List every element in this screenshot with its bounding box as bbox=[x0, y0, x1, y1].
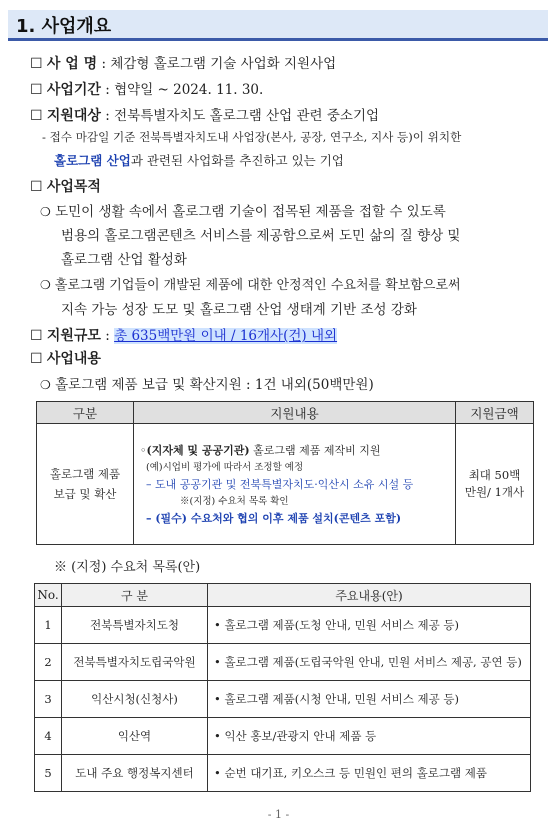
row-no: 5 bbox=[35, 755, 62, 792]
row-desc: • 익산 홍보/관광지 안내 제품 등 bbox=[208, 718, 531, 755]
row-name: 도내 주요 행정복지센터 bbox=[62, 755, 208, 792]
t1-header-content: 지원내용 bbox=[134, 402, 456, 424]
item-period: ☐ 사업기간 : 협약일 ~ 2024. 11. 30. bbox=[30, 82, 264, 98]
purpose-1-cont2: 홀로그램 산업 활성화 bbox=[61, 252, 187, 268]
section-header bbox=[8, 10, 548, 41]
t2-header-name: 구 분 bbox=[62, 584, 208, 607]
target-note-1: - 접수 마감일 기준 전북특별자치도내 사업장(본사, 공장, 연구소, 지사 등)이 위치한 bbox=[42, 130, 462, 144]
row-name: 전북특별자치도립국악원 bbox=[62, 644, 208, 681]
purpose-2: ❍ 홀로그램 기업들이 개발된 제품에 대한 안정적인 수요처를 확보함으로써 bbox=[40, 278, 461, 293]
t1-content: ◦(지자체 및 공공기관) 홀로그램 제품 제작비 지원 (예)시업비 평가에 따라서 조정할 예정 – 도내 공공기관 및 전북특별자치도·익산시 소유 시설 등 ※(지정) 수요처 목록 확인 – (필수) 수요처와 협의 이후 제품 설치(콘텐츠 포함) bbox=[134, 424, 456, 545]
table-row bbox=[35, 644, 531, 681]
row-name: 익산시청(신청사) bbox=[62, 681, 208, 718]
item-purpose: ☐ 사업목적 bbox=[30, 179, 101, 195]
item-target: ☐ 지원대상 : 전북특별자치도 홀로그램 산업 관련 중소기업 bbox=[30, 108, 380, 124]
t2-header-desc: 주요내용(안) bbox=[208, 584, 531, 607]
list-title: ※ (지정) 수요처 목록(안) bbox=[54, 560, 201, 575]
purpose-1: ❍ 도민이 생활 속에서 홀로그램 기술이 접목된 제품을 접할 수 있도록 bbox=[40, 204, 446, 220]
purpose-2-cont: 지속 가능 성장 도모 및 홀로그램 산업 생태계 기반 조성 강화 bbox=[61, 302, 417, 318]
item-content: ☐ 사업내용 bbox=[30, 351, 101, 367]
row-no: 2 bbox=[35, 644, 62, 681]
t2-header-no: No. bbox=[35, 584, 62, 607]
content-1: ❍ 홀로그램 제품 보급 및 확산지원 : 1건 내외(50백만원) bbox=[40, 377, 374, 393]
scale-value: 총 635백만원 이내 / 16개사(건) 내외 bbox=[114, 328, 338, 344]
table-row bbox=[35, 607, 531, 644]
support-table bbox=[36, 401, 534, 545]
row-no: 3 bbox=[35, 681, 62, 718]
demand-table bbox=[34, 583, 531, 792]
item-scale: ☐ 지원규모 : 총 635백만원 이내 / 16개사(건) 내외 bbox=[30, 328, 338, 344]
t1-category: 홀로그램 제품 보급 및 확산 bbox=[37, 424, 134, 545]
item-name: ☐ 사 업 명 : 체감형 홀로그램 기술 사업화 지원사업 bbox=[30, 56, 337, 72]
purpose-1-cont: 범용의 홀로그램콘텐츠 서비스를 제공함으로써 도민 삶의 질 향상 및 bbox=[61, 228, 461, 244]
table-row bbox=[35, 681, 531, 718]
row-desc: • 홀로그램 제품(시청 안내, 민원 서비스 제공 등) bbox=[208, 681, 531, 718]
section-title: 1. 사업개요 bbox=[16, 16, 112, 37]
t1-amount: 최대 50백만원/ 1개사 bbox=[456, 424, 534, 545]
target-note-2: 홀로그램 산업과 관련된 사업화를 추진하고 있는 기업 bbox=[54, 153, 344, 168]
t1-header-category: 구분 bbox=[37, 402, 134, 424]
table-row bbox=[35, 755, 531, 792]
row-no: 1 bbox=[35, 607, 62, 644]
row-desc: • 홀로그램 제품(도청 안내, 민원 서비스 제공 등) bbox=[208, 607, 531, 644]
row-name: 익산역 bbox=[62, 718, 208, 755]
row-name: 전북특별자치도청 bbox=[62, 607, 208, 644]
row-desc: • 홀로그램 제품(도립국악원 안내, 민원 서비스 제공, 공연 등) bbox=[208, 644, 531, 681]
row-no: 4 bbox=[35, 718, 62, 755]
row-desc: • 순번 대기표, 키오스크 등 민원인 편의 홀로그램 제품 bbox=[208, 755, 531, 792]
t1-header-amount: 지원금액 bbox=[456, 402, 534, 424]
table-row bbox=[35, 718, 531, 755]
page-number: - 1 - bbox=[267, 808, 290, 821]
